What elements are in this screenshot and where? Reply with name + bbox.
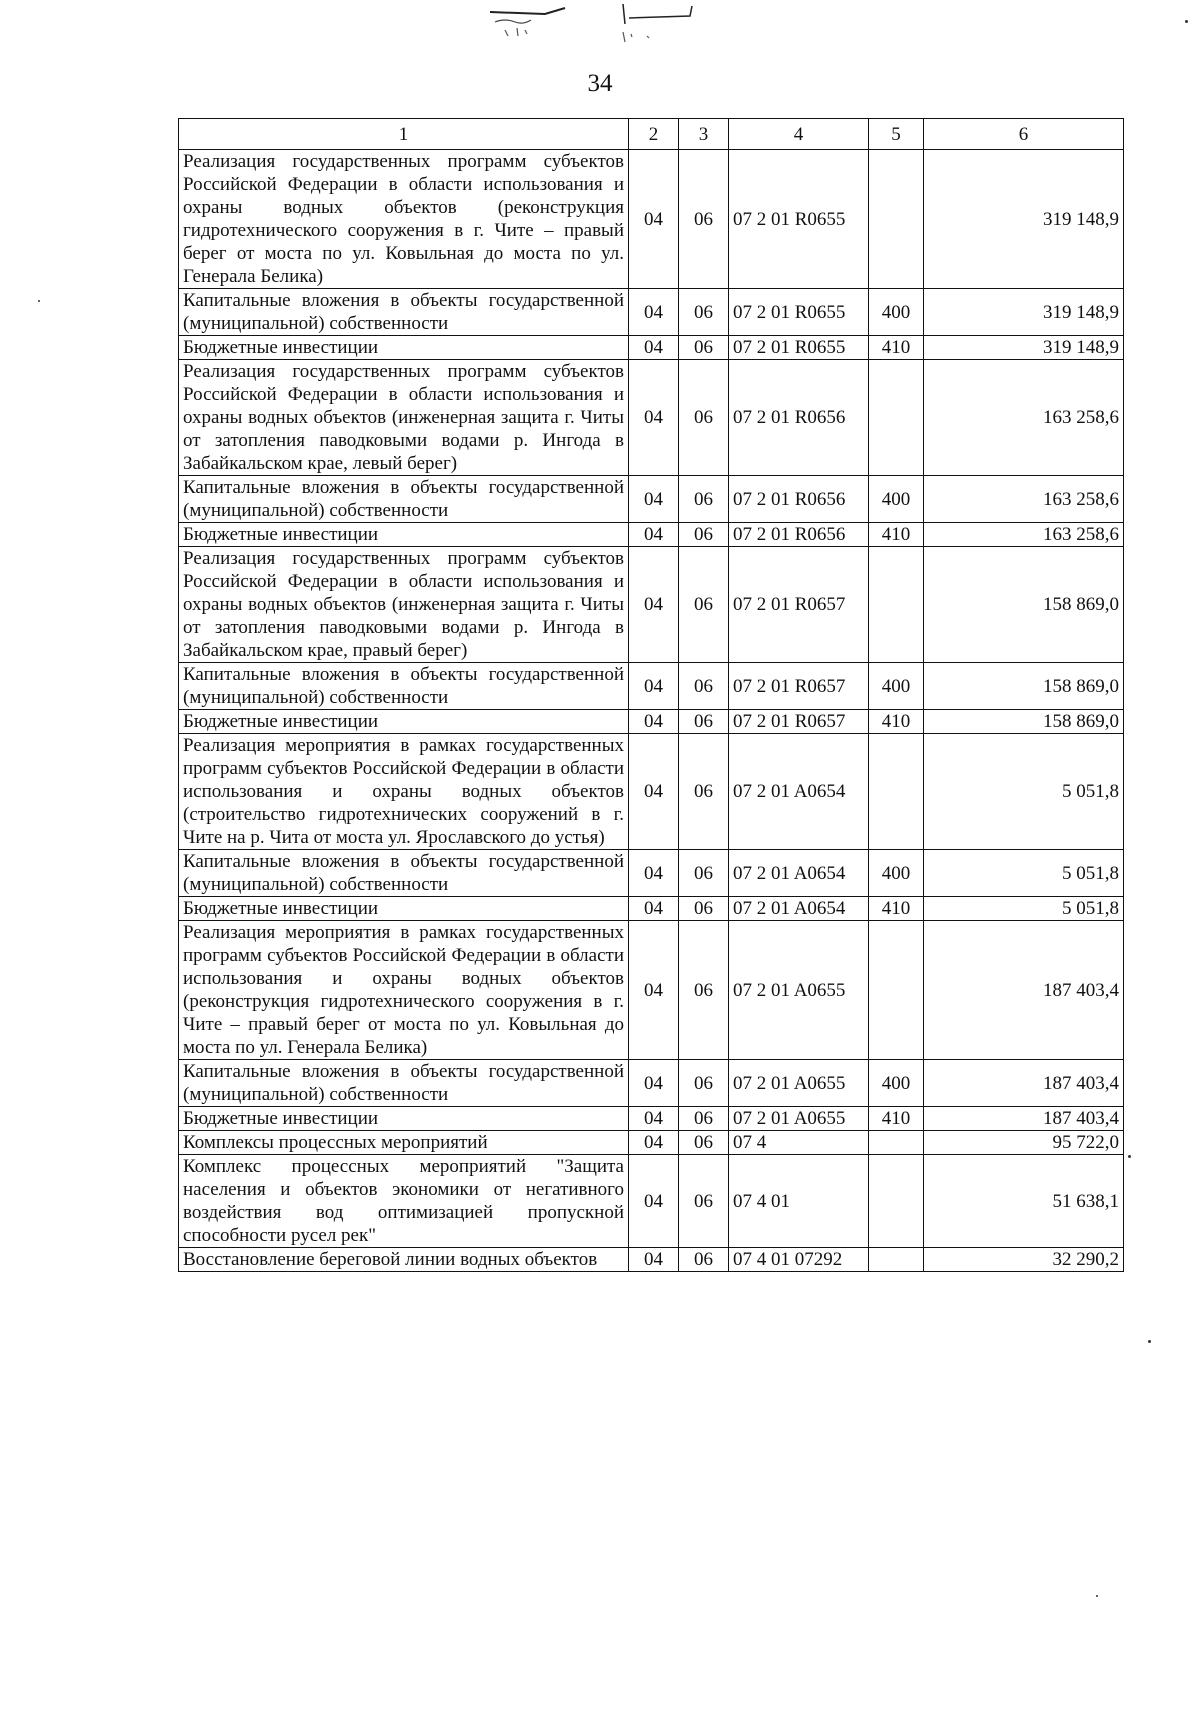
cell-expense-type: 410 [869,897,924,921]
page-number: 34 [587,70,613,97]
header-col-4: 4 [729,119,869,150]
table-row [179,1248,1124,1272]
cell-name: Капитальные вложения в объекты государственной (муниципальной) собственности [179,663,629,710]
cell-section: 04 [629,663,679,710]
cell-target-article: 07 2 01 R0656 [729,476,869,523]
cell-section: 04 [629,734,679,850]
scan-speck [1148,1340,1151,1343]
cell-name: Капитальные вложения в объекты государственной (муниципальной) собственности [179,1060,629,1107]
cell-expense-type: 400 [869,476,924,523]
cell-section: 04 [629,1248,679,1272]
cell-expense-type: 410 [869,1107,924,1131]
cell-amount: 5 051,8 [924,850,1124,897]
cell-name: Комплексы процессных мероприятий [179,1131,629,1155]
table-row [179,734,1124,850]
table-row [179,547,1124,663]
cell-amount: 158 869,0 [924,663,1124,710]
cell-amount: 95 722,0 [924,1131,1124,1155]
scan-artifact-marks [455,0,715,60]
table-row [179,897,1124,921]
cell-subsection: 06 [679,476,729,523]
cell-amount: 158 869,0 [924,547,1124,663]
cell-section: 04 [629,850,679,897]
cell-amount: 163 258,6 [924,476,1124,523]
cell-section: 04 [629,921,679,1060]
cell-expense-type [869,1248,924,1272]
cell-subsection: 06 [679,360,729,476]
cell-target-article: 07 4 01 [729,1155,869,1248]
cell-name: Бюджетные инвестиции [179,710,629,734]
cell-expense-type: 410 [869,523,924,547]
table-row [179,1155,1124,1248]
header-col-3: 3 [679,119,729,150]
cell-target-article: 07 2 01 A0655 [729,1060,869,1107]
cell-subsection: 06 [679,1131,729,1155]
cell-name: Бюджетные инвестиции [179,1107,629,1131]
cell-name: Бюджетные инвестиции [179,523,629,547]
cell-expense-type: 410 [869,336,924,360]
cell-subsection: 06 [679,547,729,663]
cell-subsection: 06 [679,921,729,1060]
cell-subsection: 06 [679,1107,729,1131]
header-row [179,119,1124,150]
cell-target-article: 07 4 [729,1131,869,1155]
cell-amount: 187 403,4 [924,921,1124,1060]
table-header [179,119,1124,150]
cell-name: Восстановление береговой линии водных объектов [179,1248,629,1272]
cell-amount: 32 290,2 [924,1248,1124,1272]
cell-section: 04 [629,289,679,336]
cell-amount: 158 869,0 [924,710,1124,734]
table-row [179,289,1124,336]
cell-section: 04 [629,547,679,663]
cell-amount: 51 638,1 [924,1155,1124,1248]
cell-expense-type [869,150,924,289]
cell-expense-type: 400 [869,850,924,897]
cell-expense-type [869,1131,924,1155]
cell-target-article: 07 2 01 R0655 [729,289,869,336]
cell-target-article: 07 2 01 R0657 [729,547,869,663]
cell-target-article: 07 2 01 R0656 [729,360,869,476]
cell-expense-type: 400 [869,289,924,336]
cell-name: Реализация мероприятия в рамках государственных программ субъектов Российской Федерации в области использования и охраны водных объектов (строительство гидротехнических сооружений в г. Чите на р. Чита от моста ул. Ярославского до устья) [179,734,629,850]
cell-section: 04 [629,360,679,476]
cell-target-article: 07 2 01 A0655 [729,1107,869,1131]
cell-expense-type: 400 [869,1060,924,1107]
cell-name: Бюджетные инвестиции [179,336,629,360]
cell-subsection: 06 [679,336,729,360]
cell-subsection: 06 [679,850,729,897]
cell-subsection: 06 [679,523,729,547]
table-row [179,150,1124,289]
cell-amount: 5 051,8 [924,897,1124,921]
cell-subsection: 06 [679,1248,729,1272]
cell-target-article: 07 2 01 R0656 [729,523,869,547]
cell-target-article: 07 2 01 A0654 [729,897,869,921]
cell-expense-type [869,1155,924,1248]
cell-name: Капитальные вложения в объекты государственной (муниципальной) собственности [179,289,629,336]
table-row [179,523,1124,547]
cell-subsection: 06 [679,710,729,734]
cell-section: 04 [629,1060,679,1107]
header-col-1: 1 [179,119,629,150]
cell-expense-type [869,360,924,476]
cell-expense-type [869,734,924,850]
table-body [179,150,1124,1272]
table-row [179,663,1124,710]
cell-section: 04 [629,1131,679,1155]
table-row [179,1107,1124,1131]
cell-expense-type: 410 [869,710,924,734]
scan-speck [1096,1595,1098,1597]
table-row [179,850,1124,897]
cell-amount: 319 148,9 [924,336,1124,360]
cell-subsection: 06 [679,734,729,850]
cell-section: 04 [629,336,679,360]
cell-target-article: 07 2 01 R0655 [729,336,869,360]
cell-target-article: 07 2 01 R0657 [729,663,869,710]
cell-expense-type: 400 [869,663,924,710]
cell-target-article: 07 2 01 A0655 [729,921,869,1060]
cell-section: 04 [629,523,679,547]
cell-subsection: 06 [679,1060,729,1107]
cell-amount: 5 051,8 [924,734,1124,850]
cell-target-article: 07 2 01 A0654 [729,734,869,850]
cell-subsection: 06 [679,897,729,921]
cell-subsection: 06 [679,663,729,710]
cell-name: Бюджетные инвестиции [179,897,629,921]
table-row [179,336,1124,360]
cell-amount: 163 258,6 [924,523,1124,547]
table-row [179,1060,1124,1107]
cell-subsection: 06 [679,150,729,289]
cell-target-article: 07 2 01 R0655 [729,150,869,289]
cell-amount: 163 258,6 [924,360,1124,476]
cell-name: Реализация государственных программ субъектов Российской Федерации в области использования и охраны водных объектов (инженерная защита г. Читы от затопления паводковыми водами р. Ингода в Забайкальском крае, левый берег) [179,360,629,476]
header-col-5: 5 [869,119,924,150]
cell-section: 04 [629,897,679,921]
scan-speck [1128,1155,1131,1158]
scan-speck [38,300,40,302]
cell-target-article: 07 2 01 R0657 [729,710,869,734]
cell-expense-type [869,921,924,1060]
cell-subsection: 06 [679,289,729,336]
cell-name: Капитальные вложения в объекты государственной (муниципальной) собственности [179,476,629,523]
budget-table [178,118,1124,1272]
cell-amount: 187 403,4 [924,1107,1124,1131]
cell-amount: 319 148,9 [924,150,1124,289]
header-col-2: 2 [629,119,679,150]
cell-section: 04 [629,1107,679,1131]
header-col-6: 6 [924,119,1124,150]
table-row [179,360,1124,476]
cell-name: Реализация мероприятия в рамках государственных программ субъектов Российской Федерации в области использования и охраны водных объектов (реконструкция гидротехнического сооружения в г. Чите – правый берег от моста по ул. Ковыльная до моста по ул. Генерала Белика) [179,921,629,1060]
table-row [179,921,1124,1060]
cell-expense-type [869,547,924,663]
cell-section: 04 [629,476,679,523]
cell-name: Реализация государственных программ субъектов Российской Федерации в области использования и охраны водных объектов (реконструкция гидротехнического сооружения в г. Чите – правый берег от моста по ул. Ковыльная до моста по ул. Генерала Белика) [179,150,629,289]
table-row [179,1131,1124,1155]
cell-name: Капитальные вложения в объекты государственной (муниципальной) собственности [179,850,629,897]
cell-name: Реализация государственных программ субъектов Российской Федерации в области использования и охраны водных объектов (инженерная защита г. Читы от затопления паводковыми водами р. Ингода в Забайкальском крае, правый берег) [179,547,629,663]
cell-amount: 319 148,9 [924,289,1124,336]
cell-section: 04 [629,1155,679,1248]
scan-speck [1185,20,1188,23]
cell-target-article: 07 2 01 A0654 [729,850,869,897]
table-row [179,710,1124,734]
cell-subsection: 06 [679,1155,729,1248]
table-row [179,476,1124,523]
cell-section: 04 [629,150,679,289]
cell-amount: 187 403,4 [924,1060,1124,1107]
cell-section: 04 [629,710,679,734]
cell-target-article: 07 4 01 07292 [729,1248,869,1272]
cell-name: Комплекс процессных мероприятий "Защита населения и объектов экономики от негативного воздействия вод оптимизацией пропускной способности русел рек" [179,1155,629,1248]
